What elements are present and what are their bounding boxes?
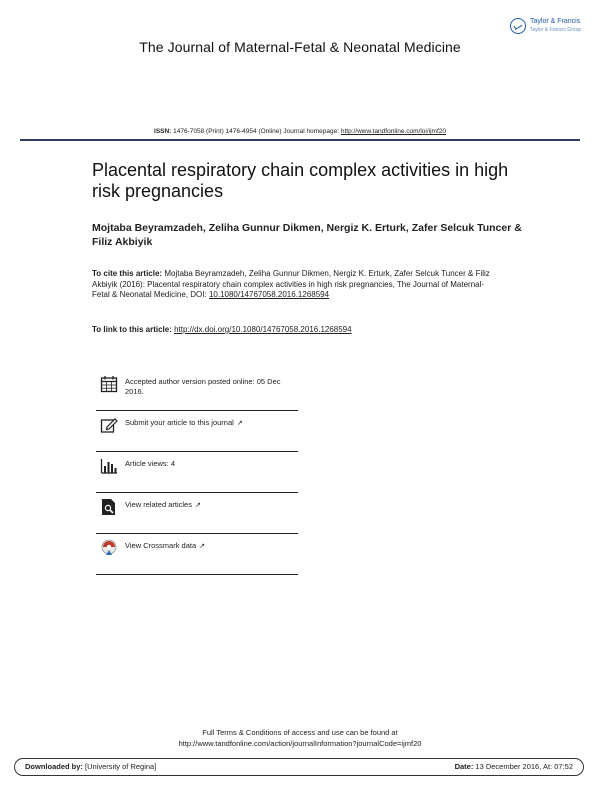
article-views-text: Article views: 4 — [125, 459, 176, 468]
related-articles-link[interactable]: View related articles — [125, 500, 192, 509]
citation-doi-link[interactable]: 10.1080/14767058.2016.1268594 — [208, 290, 330, 299]
external-link-icon: ↗ — [236, 420, 243, 427]
downloaded-by-label: Downloaded by: — [25, 762, 83, 771]
calendar-icon — [100, 375, 118, 393]
citation-block — [92, 269, 492, 301]
article-title: Placental respiratory chain complex activities in high risk pregnancies — [92, 160, 509, 201]
publisher-tagline: Taylor & Francis Group — [530, 27, 582, 33]
bar-chart-icon — [100, 457, 118, 475]
publisher-logo — [510, 16, 584, 38]
journal-title: The Journal of Maternal-Fetal & Neonatal Medicine — [139, 39, 461, 55]
accepted-date-text: Accepted author version posted online: 05 Dec 2016. — [125, 377, 281, 396]
download-date-value: 13 December 2016, At: 07:52 — [475, 762, 573, 771]
article-authors: Mojtaba Beyramzadeh, Zeliha Gunnur Dikmen, Nergiz K. Erturk, Zafer Selcuk Tuncer & Filiz Akbiyik — [92, 222, 522, 248]
info-item-views — [96, 452, 298, 493]
link-label: To link to this article: — [92, 325, 172, 334]
search-document-icon — [100, 498, 118, 516]
publisher-logo-icon — [510, 18, 526, 34]
downloaded-by-value: [University of Regina] — [85, 762, 157, 771]
downloaded-by — [25, 762, 156, 771]
submit-article-link[interactable]: Submit your article to this journal — [125, 418, 234, 427]
edit-icon — [100, 416, 118, 434]
crossmark-icon — [100, 539, 118, 557]
download-date — [455, 762, 573, 771]
header-divider — [20, 139, 580, 141]
issn-line — [0, 128, 600, 135]
info-item-submit[interactable] — [96, 411, 298, 452]
external-link-icon: ↗ — [199, 543, 206, 550]
info-item-related[interactable] — [96, 493, 298, 534]
issn-value: 1476-7058 (Print) 1476-4954 (Online) Journal homepage: — [173, 128, 340, 135]
issn-label: ISSN: — [154, 128, 172, 135]
terms-footer — [0, 728, 600, 749]
article-info-list — [96, 370, 298, 575]
download-date-label: Date: — [454, 762, 474, 771]
info-item-crossmark[interactable] — [96, 534, 298, 575]
external-link-icon: ↗ — [194, 502, 201, 509]
download-bar — [14, 758, 584, 776]
citation-text: Mojtaba Beyramzadeh, Zeliha Gunnur Dikmen, Nergiz K. Erturk, Zafer Selcuk Tuncer & Filiz Akbiyik (2016): Placental respiratory chain complex activities in high risk pregnancies, The Journal of Maternal-Fetal & Neonatal Medicine, DOI: — [92, 269, 490, 299]
crossmark-link[interactable]: View Crossmark data — [125, 541, 197, 550]
terms-line: Full Terms & Conditions of access and use can be found at — [202, 728, 398, 737]
publisher-name: Taylor & Francis — [530, 18, 581, 25]
terms-url-link[interactable]: http://www.tandfonline.com/action/journalInformation?journalCode=ijmf20 — [178, 738, 422, 748]
journal-homepage-link[interactable]: http://www.tandfonline.com/loi/ijmf20 — [340, 128, 446, 135]
article-link-block — [92, 325, 512, 336]
info-item-accepted — [96, 370, 298, 411]
article-doi-link[interactable]: http://dx.doi.org/10.1080/14767058.2016.1268594 — [174, 325, 352, 334]
citation-label: To cite this article: — [92, 269, 163, 278]
